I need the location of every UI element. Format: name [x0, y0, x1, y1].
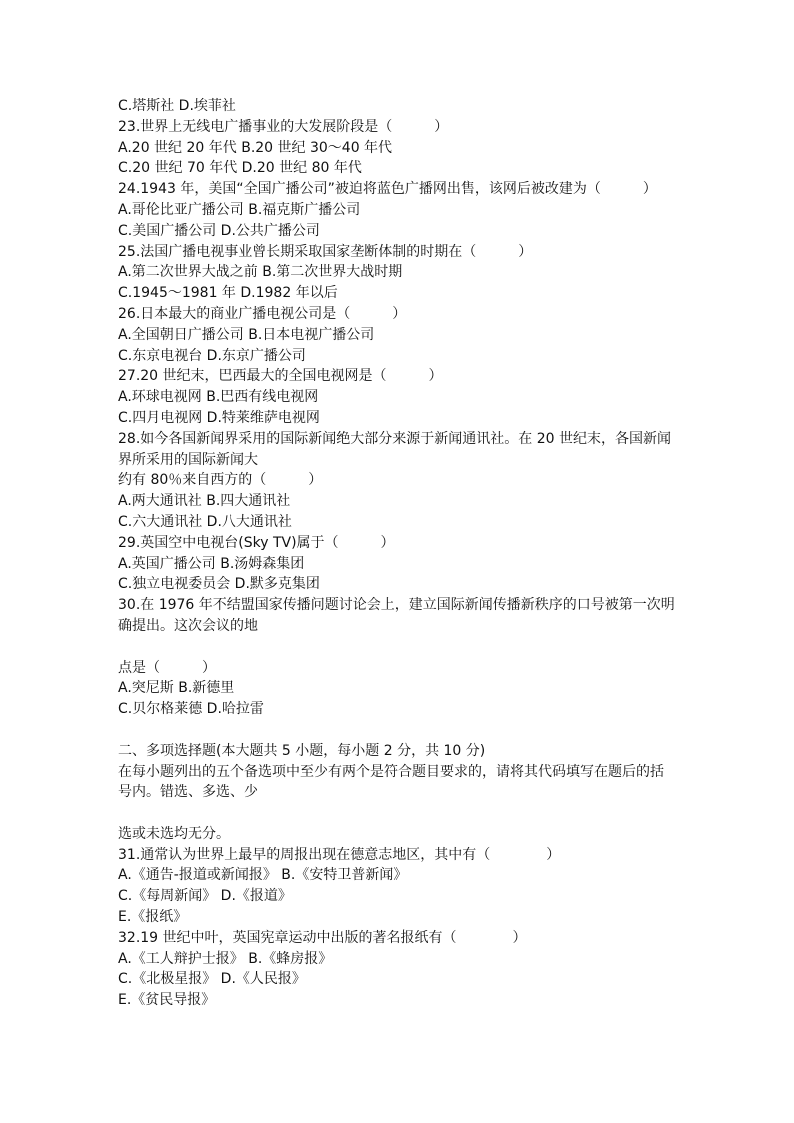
text-line: C.1945～1981 年 D.1982 年以后 — [118, 285, 338, 302]
text-line: A.20 世纪 20 年代 B.20 世纪 30～40 年代 — [118, 139, 393, 156]
text-line: A.哥伦比亚广播公司 B.福克斯广播公司 — [118, 201, 361, 218]
text-line: 25.法国广播电视事业曾长期采取国家垄断体制的时期在（ ） — [118, 243, 533, 260]
text-line: 24.1943 年，美国“全国广播公司”被迫将蓝色广播网出售，该网后被改建为（ ） — [118, 181, 657, 198]
text-line: 31.通常认为世界上最早的周报出现在德意志地区，其中有（ ） — [118, 846, 561, 863]
text-line: 点是（ ） — [118, 659, 216, 676]
text-line: 约有 80％来自西方的（ ） — [118, 472, 323, 489]
text-line: A.《工人辩护士报》 B.《蜂房报》 — [118, 950, 333, 967]
text-line: 28.如今各国新闻界采用的国际新闻绝大部分来源于新闻通讯社。在 20 世纪末，各国新闻 — [118, 430, 671, 447]
text-line: A.两大通讯社 B.四大通讯社 — [118, 493, 291, 510]
text-line: A.突尼斯 B.新德里 — [118, 680, 235, 697]
text-line: 在每小题列出的五个备选项中至少有两个是符合题目要求的，请将其代码填写在题后的括 — [118, 763, 664, 780]
text-line: E.《贫民导报》 — [118, 992, 216, 1009]
text-line: C.四月电视网 D.特莱维萨电视网 — [118, 409, 320, 426]
text-line: A.第二次世界大战之前 B.第二次世界大战时期 — [118, 264, 403, 281]
text-line: 29.英国空中电视台(Sky TV)属于（ ） — [118, 534, 395, 551]
text-line: 32.19 世纪中叶，英国宪章运动中出版的著名报纸有（ ） — [118, 929, 527, 946]
text-line: C.东京电视台 D.东京广播公司 — [118, 347, 306, 364]
text-line: C.独立电视委员会 D.默多克集团 — [118, 576, 320, 593]
text-line: 确提出。这次会议的地 — [118, 617, 258, 634]
text-line: A.《通告-报道或新闻报》 B.《安特卫普新闻》 — [118, 867, 408, 884]
text-line: 23.世界上无线电广播事业的大发展阶段是（ ） — [118, 118, 449, 135]
text-line: 二、多项选择题(本大题共 5 小题，每小题 2 分，共 10 分) — [118, 742, 486, 759]
text-line: C.六大通讯社 D.八大通讯社 — [118, 513, 292, 530]
blank-line — [118, 720, 675, 741]
text-line: 号内。错选、多选、少 — [118, 784, 258, 801]
document-page — [118, 96, 675, 1011]
text-line: C.塔斯社 D.埃菲社 — [118, 98, 236, 114]
text-line: 30.在 1976 年不结盟国家传播问题讨论会上，建立国际新闻传播新秩序的口号被第一次明 — [118, 597, 675, 614]
text-line: C.贝尔格莱德 D.哈拉雷 — [118, 701, 264, 718]
text-line: A.环球电视网 B.巴西有线电视网 — [118, 389, 319, 406]
text-line: 选或未选均无分。 — [118, 825, 230, 842]
text-line: 26.日本最大的商业广播电视公司是（ ） — [118, 305, 407, 322]
text-line: 界所采用的国际新闻大 — [118, 451, 258, 468]
text-line: C.20 世纪 70 年代 D.20 世纪 80 年代 — [118, 160, 362, 177]
text-line: C.美国广播公司 D.公共广播公司 — [118, 222, 320, 239]
text-line: E.《报纸》 — [118, 909, 188, 926]
text-line: C.《北极星报》 D.《人民报》 — [118, 971, 306, 988]
text-line: A.英国广播公司 B.汤姆森集团 — [118, 555, 305, 572]
text-line: A.全国朝日广播公司 B.日本电视广播公司 — [118, 326, 375, 343]
text-line: C.《每周新闻》 D.《报道》 — [118, 888, 292, 905]
blank-line — [118, 803, 675, 824]
text-line: 27.20 世纪末，巴西最大的全国电视网是（ ） — [118, 368, 443, 385]
blank-line — [118, 637, 675, 658]
